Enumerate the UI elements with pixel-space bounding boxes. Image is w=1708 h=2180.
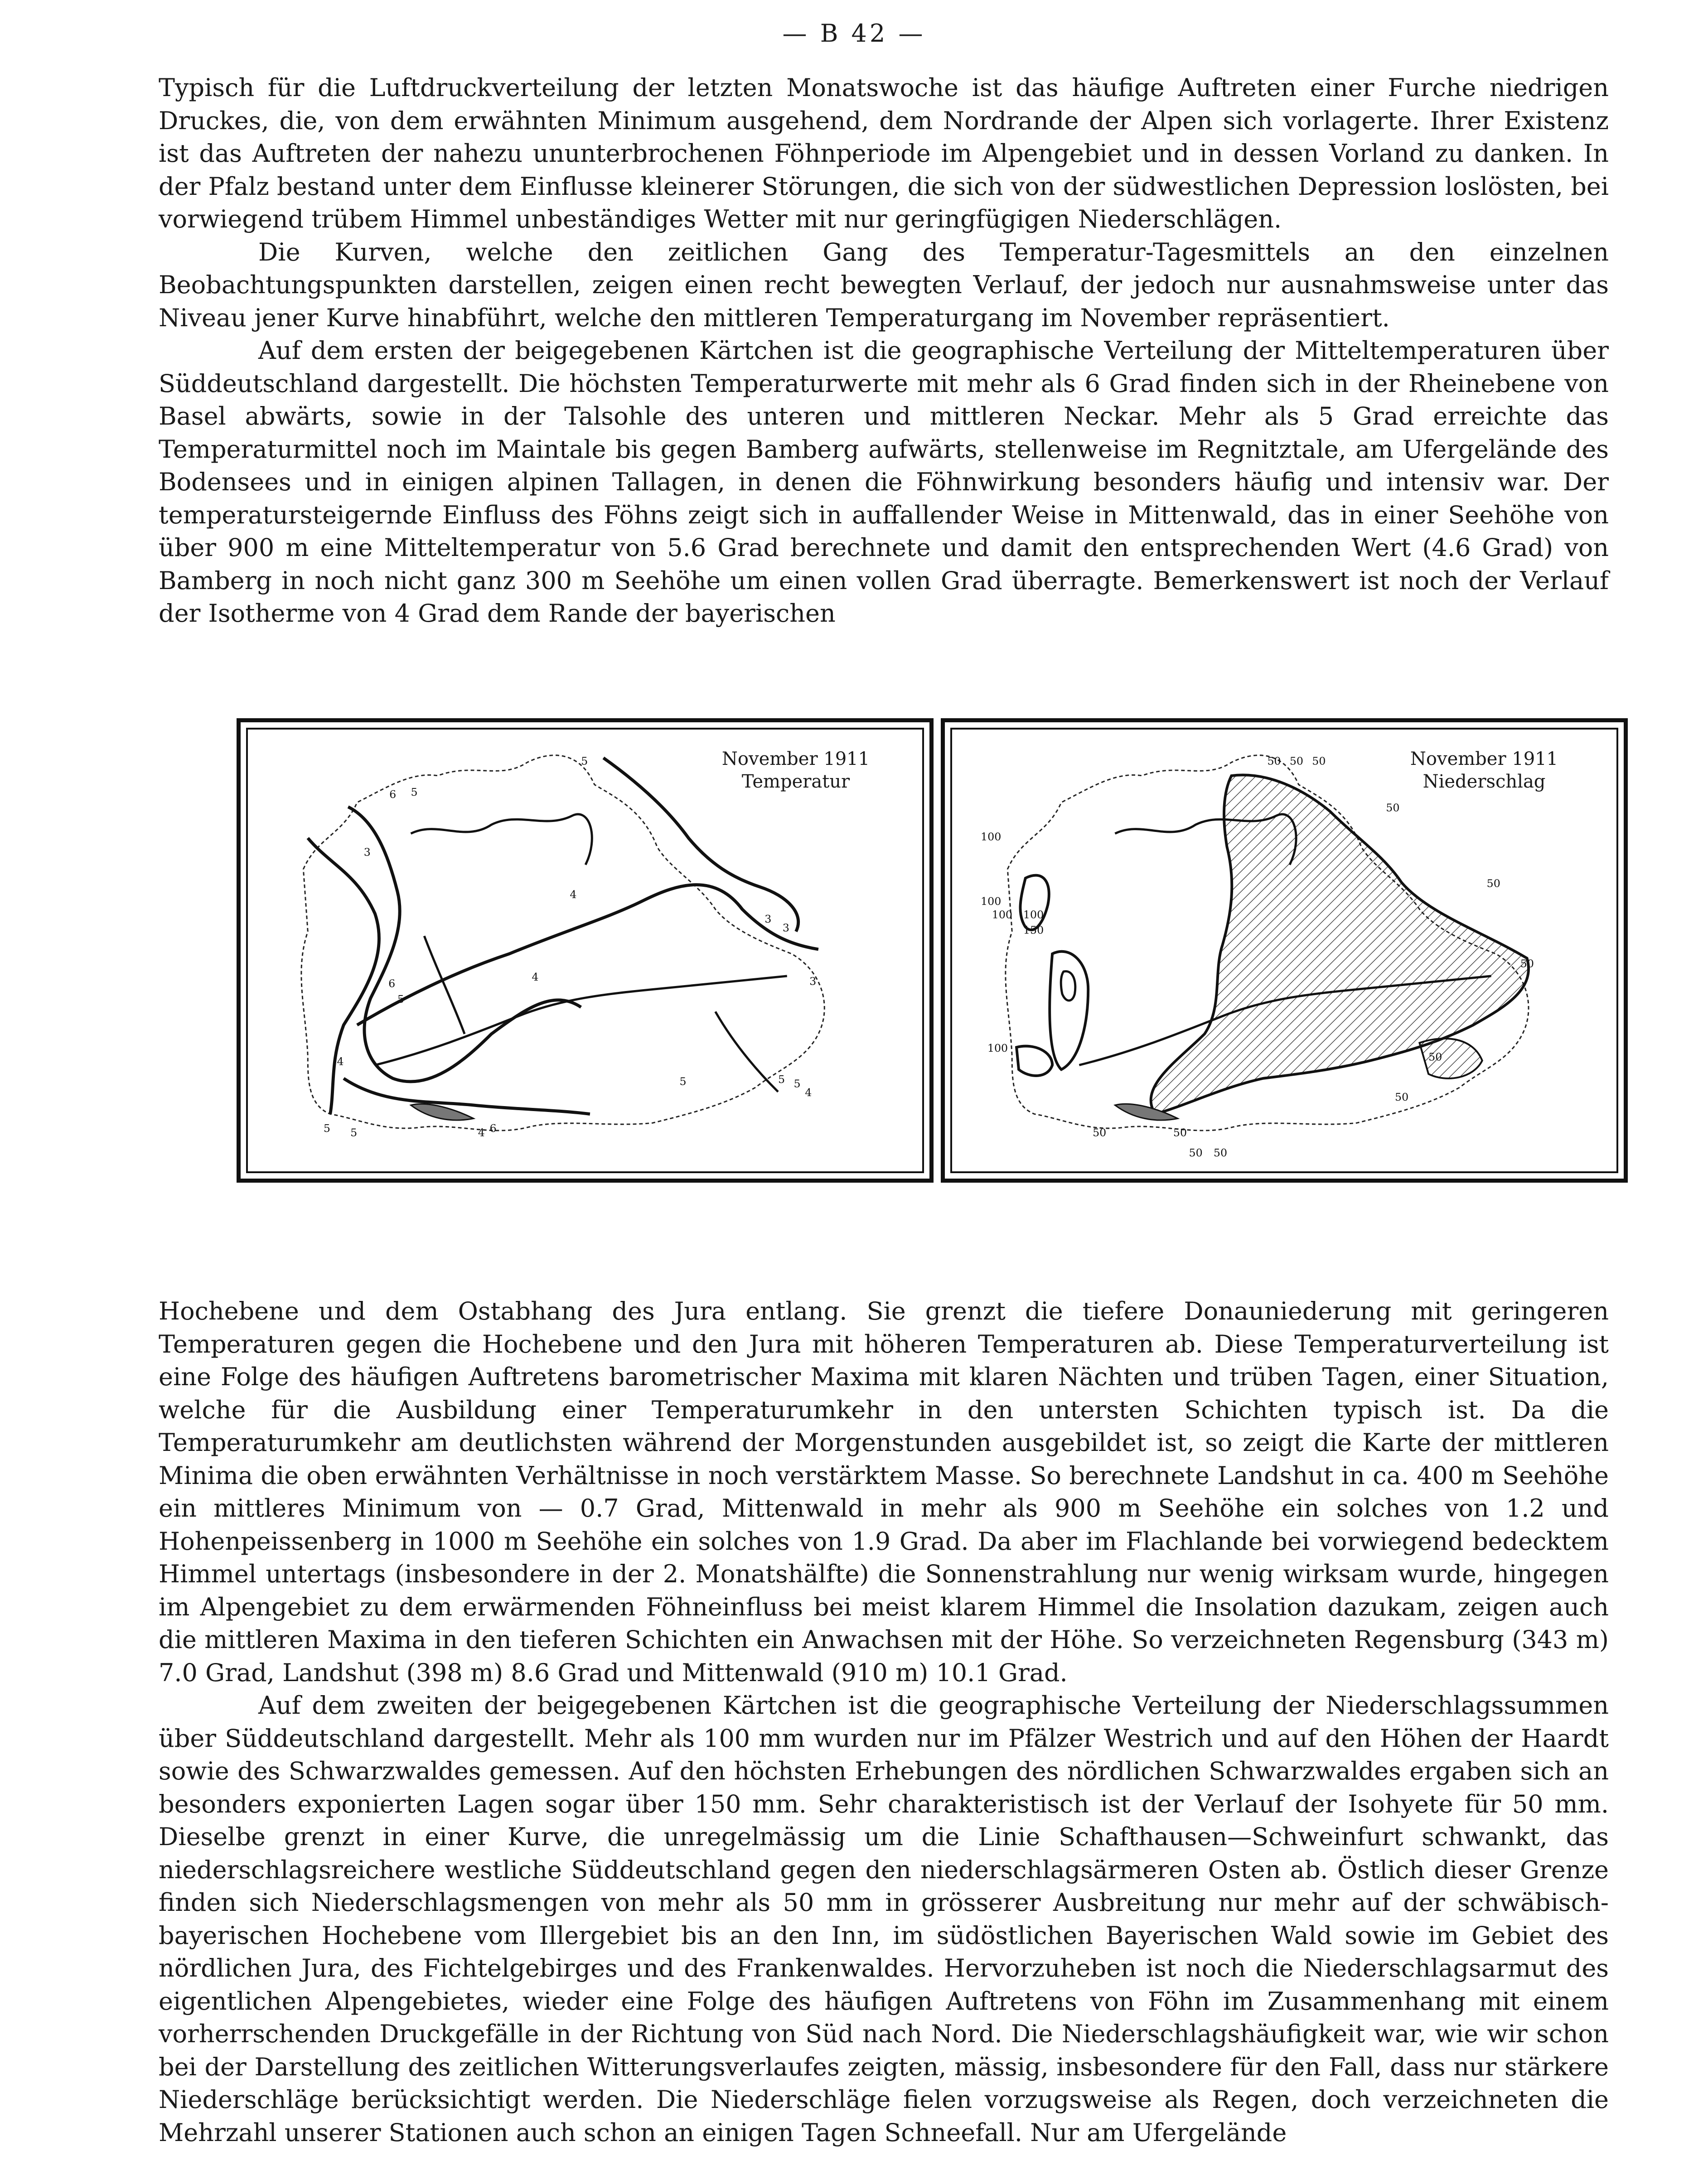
isohyet-100-blackforest (1050, 952, 1088, 1070)
paragraph-4: Hochebene und dem Ostabhang des Jura entlang. Sie grenzt die tiefere Donauniederung mit geringeren Temperaturen gegen die Hochebene und den Jura mit höheren Temperaturen ab. Diese Temperaturverteilung ist eine Folge des häufigen Auftretens barometrischer Maxima mit klaren Nächten und trüben Tagen, einer Situation, welche für die Ausbildung einer Temperaturumkehr in den untersten Schichten typisch ist. Da die Temperaturumkehr am deutlichsten während der Morgenstunden ausgebildet ist, so zeigt die Karte der mittleren Minima die oben erwähnten Verhältnisse in noch verstärktem Masse. So berechnete Landshut in ca. 400 m Seehöhe ein mittleres Minimum von — 0.7 Grad, Mittenwald in mehr als 900 m Seehöhe ein solches von 1.2 und Hohenpeissenberg in 1000 m Seehöhe ein solches von 1.9 Grad. Da aber im Flachlande bei vorwiegend bedecktem Himmel untertags (insbesondere in der 2. Monatshälfte) die Sonnenstrahlung nur wenig wirksam wurde, hingegen im Alpengebiet zu dem erwärmenden Föhneinfluss bei meist klarem Himmel die Insolation dazukam, zeigen auch die mittleren Maxima in den tieferen Schichten ein Anwachsen mit der Höhe. So verzeichneten Regensburg (343 m) 7.0 Grad, Landshut (398 m) 8.6 Grad und Mittenwald (910 m) 10.1 Grad. (159, 1297, 1609, 1687)
isotherm-6 (308, 838, 379, 1114)
isotherm-label: 5 (778, 1073, 785, 1086)
isotherm-5 (348, 807, 581, 1082)
text-block-bottom (159, 1295, 1609, 2149)
isotherm-label: 4 (532, 970, 539, 983)
isohyet-label: 50 (1173, 1126, 1187, 1139)
isohyet-label: 50 (1395, 1091, 1409, 1104)
paragraph-2: Die Kurven, welche den zeitlichen Gang des Temperatur-Tagesmittels an den einzelnen Beobachtungspunkten darstellen, zeigen einen recht bewegten Verlauf, der jedoch nur ausnahmsweise unter das Niveau jener Kurve hinabführt, welche den mittleren Temperaturgang im November repräsentiert. (159, 237, 1609, 332)
paragraph-3: Auf dem ersten der beigegebenen Kärtchen ist die geographische Verteilung der Mitteltemperaturen über Süddeutschland dargestellt. Die höchsten Temperaturwerte mit mehr als 6 Grad finden sich in der Rheinebene von Basel abwärts, sowie in der Talsohle des unteren und mittleren Neckar. Mehr als 5 Grad erreichte das Temperaturmittel noch im Maintale bis gegen Bamberg aufwärts, stellenweise im Regnitztale, am Ufergelände des Bodensees und in einigen alpinen Tallagen, in denen die Föhnwirkung besonders häufig und intensiv war. Der temperatursteigernde Einfluss des Föhns zeigt sich in auffallender Weise in Mittenwald, das in einer Seehöhe von über 900 m eine Mitteltemperatur von 5.6 Grad berechnete und damit den entsprechenden Wert (4.6 Grad) von Bamberg in noch nicht ganz 300 m Seehöhe um einen vollen Grad überragte. Bemerkenswert ist noch der Verlauf der Isotherme von 4 Grad dem Rande der bayerischen (159, 336, 1609, 628)
isohyet-label: 100 (992, 908, 1012, 921)
isotherm-5-south (344, 1078, 590, 1114)
isotherm-label: 5 (581, 754, 588, 768)
isohyet-label: 50 (1189, 1146, 1203, 1159)
isohyet-label: 100 (987, 1042, 1008, 1054)
paragraph-1: Typisch für die Luftdruckverteilung der letzten Monatswoche ist das häufige Auftreten einer Furche niedrigen Druckes, die, von dem erwähnten Minimum ausgehend, dem Nordrande der Alpen sich vorlagerte. Ihrer Existenz ist das Auftreten der nahezu ununterbrochenen Föhnperiode im Alpengebiet und in dessen Vorland zu danken. In der Pfalz bestand unter dem Einflusse kleinerer Störungen, die sich von der südwestlichen Depression loslösten, bei vorwiegend trübem Himmel unbeständiges Wetter mit nur geringfügigen Niederschlägen. (159, 73, 1609, 233)
isotherm-label: 4 (805, 1086, 812, 1099)
isotherm-label: 6 (389, 788, 397, 801)
isohyet-label: 50 (1093, 1126, 1107, 1139)
isohyet-label: 50 (1486, 877, 1500, 890)
isohyet-label: 100 (981, 830, 1002, 843)
river-inn (716, 1012, 778, 1092)
temperature-map (237, 718, 934, 1183)
temperature-map-title: November 1911 Temperatur (721, 749, 870, 792)
river-main (411, 814, 592, 865)
isohyet-label: 150 (1023, 923, 1044, 937)
isotherm-label: 3 (782, 921, 789, 934)
isotherm-label: 6 (388, 977, 396, 990)
isohyet-100-palatinate (1020, 875, 1049, 930)
isohyet-100-south (1016, 1046, 1052, 1076)
lake-constance (411, 1104, 474, 1120)
river-danube (375, 976, 787, 1065)
isotherm-label: 6 (489, 1121, 497, 1135)
isohyet-label: 50 (1267, 754, 1281, 768)
isotherm-label: 5 (323, 1121, 330, 1135)
isotherm-label: 4 (337, 1055, 344, 1068)
paragraph-5: Auf dem zweiten der beigegebenen Kärtchen ist die geographische Verteilung der Niederschlagssummen über Süddeutschland dargestellt. Mehr als 100 mm wurden nur im Pfälzer Westrich und auf den Höhen der Haardt sowie des Schwarzwaldes gemessen. Auf den höchsten Erhebungen des nördlichen Schwarzwaldes ergaben sich an besonders exponierten Lagen sogar über 150 mm. Sehr charakteristisch ist der Verlauf der Isohyete für 50 mm. Dieselbe grenzt in einer Kurve, die unregelmässig um die Linie Schafthausen—Schweinfurt schwankt, das niederschlagsreichere westliche Süddeutschland gegen den niederschlagsärmeren Osten ab. Östlich dieser Grenze finden sich Niederschlagsmengen von mehr als 50 mm in grösserer Ausbreitung nur mehr auf der schwäbisch-bayerischen Hochebene vom Illergebiet bis an den Inn, im südöstlichen Bayerischen Wald sowie im Gebiet des nördlichen Jura, des Fichtelgebirges und des Frankenwaldes. Hervorzuheben ist noch die Niederschlagsarmut des eigentlichen Alpengebietes, wieder eine Folge des häufigen Auftretens von Föhn im Zusammenhang mit einem vorherrschenden Druckgefälle in der Richtung von Süd nach Nord. Die Niederschlagshäufigkeit war, wie wir schon bei der Darstellung des zeitlichen Witterungsverlaufes zeigten, mässig, insbesondere für den Fall, dass nur stärkere Niederschläge berücksichtigt werden. Die Niederschläge fielen vorzugsweise als Regen, doch verzeichneten die Mehrzahl unserer Stationen auch schon an einigen Tagen Schneefall. Nur am Ufergelände (159, 1691, 1609, 2147)
isotherm-4 (357, 885, 818, 1025)
isotherm-label: 4 (570, 888, 577, 901)
isohyet-label: 50 (1428, 1050, 1442, 1063)
precipitation-map-title: November 1911 Niederschlag (1410, 749, 1558, 792)
isohyet-label: 50 (1520, 957, 1534, 970)
isohyet-label: 50 (1213, 1146, 1228, 1159)
isotherm-label: 3 (809, 975, 817, 988)
text-block-top (159, 72, 1609, 630)
isohyet-label: 100 (1023, 908, 1044, 921)
isotherm-label: 4 (478, 1126, 485, 1139)
isotherm-label: 5 (411, 786, 418, 799)
isotherm-label: 3 (764, 913, 772, 926)
isohyet-150 (1061, 972, 1075, 1001)
isohyet-label: 50 (1289, 754, 1304, 768)
page-number: — B 42 — (782, 19, 926, 48)
precipitation-map (941, 718, 1628, 1183)
isotherm-label: 5 (679, 1075, 687, 1088)
isohyet-label: 50 (1312, 754, 1326, 768)
isotherm-label: 5 (350, 1126, 358, 1139)
isotherm-label: 3 (363, 846, 371, 859)
isotherm-label: 5 (794, 1077, 801, 1090)
isohyet-label: 50 (1386, 801, 1400, 814)
isohyet-label: 100 (981, 894, 1002, 908)
isotherm-label: 5 (397, 993, 404, 1005)
